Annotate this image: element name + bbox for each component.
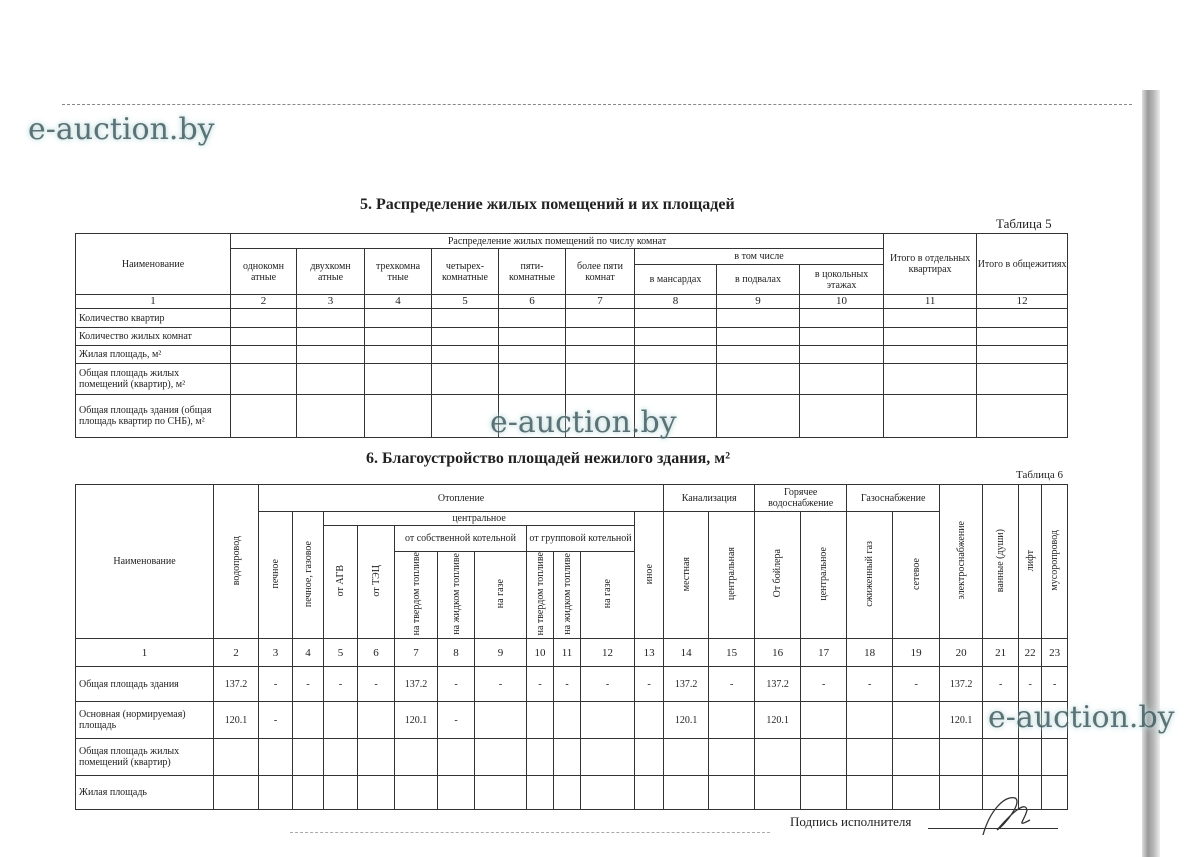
cell <box>297 364 365 395</box>
header-fuel: на газе <box>495 579 506 609</box>
cell <box>635 702 664 739</box>
cell <box>432 364 499 395</box>
cell: - <box>293 667 324 702</box>
cell <box>717 328 800 346</box>
header-name: Наименование <box>76 234 231 295</box>
cell <box>297 328 365 346</box>
header-lift: лифт <box>1024 549 1036 571</box>
cell: 137.2 <box>940 667 983 702</box>
cell: 120.1 <box>755 702 801 739</box>
cell <box>527 739 554 776</box>
column-number: 9 <box>717 295 800 309</box>
cell <box>475 739 527 776</box>
row-name: Общая площадь здания (общая площадь квартир по СНБ), м² <box>76 395 231 438</box>
cell: - <box>259 667 293 702</box>
cell <box>977 364 1068 395</box>
cell <box>664 739 709 776</box>
cell <box>635 739 664 776</box>
header-sewer-local: местная <box>680 556 692 591</box>
header-central: центральное <box>324 512 635 526</box>
table-row <box>76 776 1068 810</box>
header-hot-central: центральное <box>818 546 830 601</box>
header-tec: от ТЭЦ <box>370 564 382 597</box>
table-row <box>76 346 1068 364</box>
column-number: 8 <box>438 639 475 667</box>
column-number: 4 <box>293 639 324 667</box>
table-row <box>76 309 1068 328</box>
cell <box>554 702 581 739</box>
cell <box>527 776 554 810</box>
column-number: 13 <box>635 639 664 667</box>
cell <box>293 702 324 739</box>
cell <box>635 364 717 395</box>
cell <box>755 776 801 810</box>
cell <box>231 346 297 364</box>
watermark: e-auction.by <box>988 700 1175 735</box>
cell <box>358 776 395 810</box>
cell <box>884 395 977 438</box>
cell <box>581 702 635 739</box>
table-row <box>76 364 1068 395</box>
table6-label: Таблица 6 <box>1016 469 1064 481</box>
cell <box>365 309 432 328</box>
cell <box>581 776 635 810</box>
header-gas: Газоснабжение <box>847 485 940 512</box>
cell <box>231 364 297 395</box>
column-number: 6 <box>358 639 395 667</box>
cell <box>709 702 755 739</box>
cell <box>893 702 940 739</box>
cell <box>893 776 940 810</box>
column-number: 10 <box>527 639 554 667</box>
column-number: 12 <box>977 295 1068 309</box>
header-other: иное <box>643 563 655 584</box>
cell <box>847 739 893 776</box>
header-lpg: сжиженный газ <box>864 540 876 607</box>
cell <box>977 395 1068 438</box>
cell <box>475 702 527 739</box>
cell <box>259 776 293 810</box>
row-name: Основная (нормируемая) площадь <box>76 702 214 739</box>
header-group: Распределение жилых помещений по числу комнат <box>231 234 884 249</box>
cell <box>635 776 664 810</box>
cell: - <box>358 667 395 702</box>
column-number: 7 <box>395 639 438 667</box>
header-rooms-6: более пяти комнат <box>566 249 635 295</box>
cell <box>717 309 800 328</box>
header-agv: от АГВ <box>335 564 346 597</box>
column-number: 2 <box>214 639 259 667</box>
row-name: Жилая площадь, м² <box>76 346 231 364</box>
table5-title: 5. Распределение жилых помещений и их площадей <box>360 196 735 213</box>
column-number: 8 <box>635 295 717 309</box>
header-stove: печное <box>270 558 281 589</box>
column-number: 18 <box>847 639 893 667</box>
column-number: 23 <box>1042 639 1068 667</box>
header-total-dorms: Итого в общежитиях <box>977 234 1068 295</box>
column-number: 5 <box>432 295 499 309</box>
cell: 137.2 <box>395 667 438 702</box>
column-number: 16 <box>755 639 801 667</box>
header-water: водопровод <box>230 535 242 585</box>
column-number: 9 <box>475 639 527 667</box>
header-gas-network: сетевое <box>910 557 922 590</box>
cell <box>499 309 566 328</box>
cell <box>259 739 293 776</box>
header-fuel: на твердом топливе <box>410 552 422 636</box>
cell <box>324 702 358 739</box>
table6-title: 6. Благоустройство площадей нежилого здания, м² <box>366 450 730 467</box>
header-fuel: на жидком топливе <box>450 552 462 635</box>
column-number: 19 <box>893 639 940 667</box>
cell <box>475 776 527 810</box>
cell <box>365 328 432 346</box>
cell <box>297 395 365 438</box>
cell <box>566 346 635 364</box>
cell <box>365 395 432 438</box>
cell <box>231 328 297 346</box>
cell: - <box>475 667 527 702</box>
column-number: 21 <box>983 639 1019 667</box>
cell <box>801 702 847 739</box>
column-number: 17 <box>801 639 847 667</box>
header-trash: мусоропровод <box>1049 529 1061 591</box>
row-name: Общая площадь здания <box>76 667 214 702</box>
cell <box>365 346 432 364</box>
cell <box>893 739 940 776</box>
cell <box>395 739 438 776</box>
scan-edge <box>1142 90 1160 857</box>
cell: - <box>554 667 581 702</box>
cell <box>432 395 499 438</box>
cell: - <box>438 667 475 702</box>
header-rooms-3: трехкомна тные <box>365 249 432 295</box>
cell: - <box>983 667 1019 702</box>
cell <box>499 364 566 395</box>
cell <box>554 776 581 810</box>
scan-line <box>290 832 770 833</box>
cell <box>358 702 395 739</box>
cell: - <box>324 667 358 702</box>
cell <box>884 346 977 364</box>
cell <box>324 776 358 810</box>
cell: - <box>581 667 635 702</box>
cell: 137.2 <box>664 667 709 702</box>
table-row <box>76 702 1068 739</box>
cell <box>566 328 635 346</box>
cell <box>566 364 635 395</box>
cell: - <box>801 667 847 702</box>
column-number: 14 <box>664 639 709 667</box>
cell <box>884 309 977 328</box>
cell: 120.1 <box>395 702 438 739</box>
cell <box>432 346 499 364</box>
table-row <box>76 739 1068 776</box>
cell <box>800 395 884 438</box>
row-name: Количество жилых комнат <box>76 328 231 346</box>
row-name: Количество квартир <box>76 309 231 328</box>
cell <box>635 346 717 364</box>
watermark: e-auction.by <box>490 405 677 440</box>
header-sewer-central: центральная <box>726 547 738 601</box>
column-number: 3 <box>259 639 293 667</box>
header-including: в том числе <box>635 249 884 265</box>
cell <box>438 739 475 776</box>
cell <box>324 739 358 776</box>
header-name: Наименование <box>76 485 214 639</box>
cell <box>214 739 259 776</box>
cell <box>297 346 365 364</box>
cell <box>635 328 717 346</box>
column-number: 15 <box>709 639 755 667</box>
cell: - <box>893 667 940 702</box>
cell <box>940 739 983 776</box>
cell <box>499 346 566 364</box>
header-fuel: на газе <box>602 579 613 609</box>
cell <box>709 739 755 776</box>
cell <box>581 739 635 776</box>
column-number: 1 <box>76 639 214 667</box>
cell <box>977 309 1068 328</box>
cell <box>800 364 884 395</box>
cell <box>231 309 297 328</box>
cell: 120.1 <box>940 702 983 739</box>
cell <box>1042 776 1068 810</box>
cell <box>438 776 475 810</box>
cell <box>566 309 635 328</box>
cell <box>800 309 884 328</box>
cell <box>977 346 1068 364</box>
table-row <box>76 667 1068 702</box>
cell: 137.2 <box>755 667 801 702</box>
cell <box>635 309 717 328</box>
cell: - <box>1019 667 1042 702</box>
cell <box>717 364 800 395</box>
cell <box>800 328 884 346</box>
cell <box>499 328 566 346</box>
signature-scribble <box>975 790 1035 840</box>
cell <box>801 776 847 810</box>
cell <box>755 739 801 776</box>
column-number: 11 <box>554 639 581 667</box>
cell <box>847 776 893 810</box>
row-name: Общая площадь жилых помещений (квартир), м² <box>76 364 231 395</box>
header-sub: в мансардах <box>635 265 717 295</box>
column-number: 22 <box>1019 639 1042 667</box>
cell <box>527 702 554 739</box>
header-bath: ванные (души) <box>995 528 1007 592</box>
column-number: 6 <box>499 295 566 309</box>
watermark: e-auction.by <box>28 112 215 147</box>
cell: 137.2 <box>214 667 259 702</box>
cell <box>709 776 755 810</box>
column-number: 11 <box>884 295 977 309</box>
cell <box>1019 739 1042 776</box>
table6 <box>75 484 1068 810</box>
header-rooms-1: однокомн атные <box>231 249 297 295</box>
cell <box>432 309 499 328</box>
header-boiler: От бойлера <box>772 549 784 598</box>
cell <box>800 346 884 364</box>
cell: - <box>847 667 893 702</box>
cell <box>432 328 499 346</box>
cell <box>231 395 297 438</box>
column-number: 1 <box>76 295 231 309</box>
column-number: 12 <box>581 639 635 667</box>
cell <box>847 702 893 739</box>
column-number: 7 <box>566 295 635 309</box>
cell <box>884 328 977 346</box>
column-number: 20 <box>940 639 983 667</box>
cell <box>717 346 800 364</box>
column-number: 4 <box>365 295 432 309</box>
cell: - <box>438 702 475 739</box>
cell <box>664 776 709 810</box>
cell <box>358 739 395 776</box>
table5-label: Таблица 5 <box>996 216 1052 231</box>
column-number: 2 <box>231 295 297 309</box>
cell: - <box>709 667 755 702</box>
cell: - <box>635 667 664 702</box>
header-rooms-5: пяти- комнатные <box>499 249 566 295</box>
column-number: 3 <box>297 295 365 309</box>
cell <box>395 776 438 810</box>
cell <box>554 739 581 776</box>
signature-label: Подпись исполнителя <box>790 814 912 829</box>
header-group-boiler: от групповой котельной <box>527 526 635 552</box>
header-own-boiler: от собственной котельной <box>395 526 527 552</box>
scan-line <box>62 104 1132 105</box>
header-fuel: на жидком топливе <box>561 552 573 635</box>
cell: - <box>1042 667 1068 702</box>
header-stove-gas: печное, газовое <box>302 540 314 607</box>
header-electricity: электроснабжение <box>955 520 967 600</box>
cell: 120.1 <box>664 702 709 739</box>
header-heating: Отопление <box>259 485 664 512</box>
header-fuel: на твердом топливе <box>534 552 546 636</box>
cell <box>983 739 1019 776</box>
table-row <box>76 328 1068 346</box>
cell <box>1042 739 1068 776</box>
column-number: 10 <box>800 295 884 309</box>
cell <box>801 739 847 776</box>
cell <box>365 364 432 395</box>
cell <box>977 328 1068 346</box>
header-sewer: Канализация <box>664 485 755 512</box>
row-name: Общая площадь жилых помещений (квартир) <box>76 739 214 776</box>
header-total-apartments: Итого в отдельных квартирах <box>884 234 977 295</box>
cell: 120.1 <box>214 702 259 739</box>
cell <box>717 395 800 438</box>
cell <box>884 364 977 395</box>
header-rooms-2: двухкомн атные <box>297 249 365 295</box>
header-sub: в цокольных этажах <box>800 265 884 295</box>
row-name: Жилая площадь <box>76 776 214 810</box>
cell <box>293 739 324 776</box>
column-number: 5 <box>324 639 358 667</box>
cell <box>214 776 259 810</box>
header-rooms-4: четырех- комнатные <box>432 249 499 295</box>
cell: - <box>259 702 293 739</box>
cell: - <box>527 667 554 702</box>
cell <box>293 776 324 810</box>
cell <box>297 309 365 328</box>
header-hot-water: Горячее водоснабжение <box>755 485 847 512</box>
header-sub: в подвалах <box>717 265 800 295</box>
